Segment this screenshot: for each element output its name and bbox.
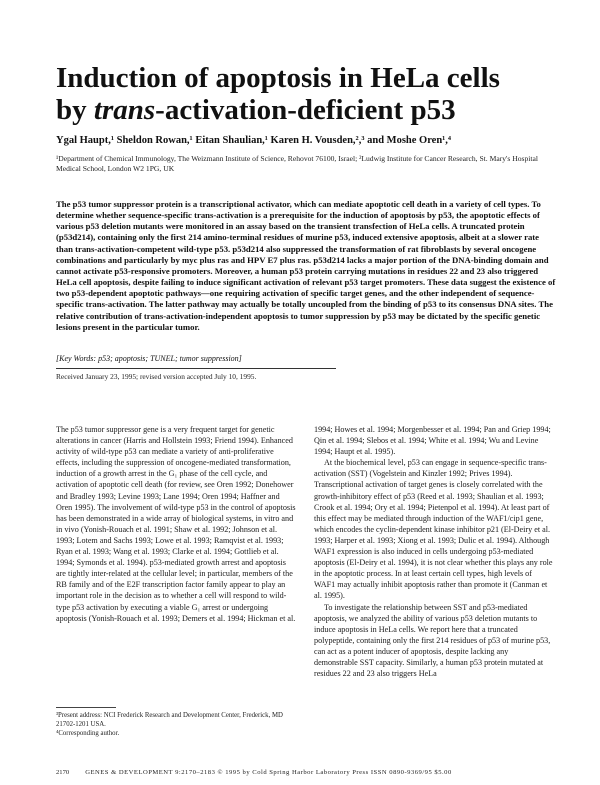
affiliations: ¹Department of Chemical Immunology, The Weizmann Institute of Science, Rehovot 76100, Israel; ²Ludwig Institute for Cancer Research, St. Mary's Hospital Medical School, London W2 1PG, UK	[56, 154, 538, 173]
body-column-left	[56, 424, 296, 624]
article-title	[56, 62, 556, 126]
abstract: The p53 tumor suppressor protein is a transcriptional activator, which can mediate apoptotic cell death in a variety of cell types. To determine whether sequence-specific trans-activation is a prerequisite for the induction of apoptosis by p53, the apoptotic effects of various p53 deletion mutants were monitored in an assay based on the transient transfection of HeLa cells. A truncated protein (p53d214), containing only the first 214 amino-terminal residues of murine p53, induced extensive apoptosis, albeit at a slower rate than trans-activation-competent wild-type p53. p53d214 also suppressed the transformation of rat fibroblasts by several oncogene combinations and particularly by myc plus ras and HPV E7 plus ras. p53d214 lacks a major portion of the DNA-binding domain and cannot activate p53-responsive promoters. Moreover, a human p53 protein carrying mutations in residues 22 and 23 also triggered HeLa cell apoptosis, despite failing to induce significant activation of relevant p53 target promoters. These data suggest the existence of two p53-dependent apoptotic pathways—one requiring activation of specific target genes, and the other independent of sequence-specific trans-activation. The latter pathway may actually be totally uncoupled from the binding of p53 to its consensus DNA sites. The relative contribution of trans-activation-independent apoptosis to tumor suppression by p53 may be dictated by the specific genetic lesions present in the particular tumor.	[56, 199, 556, 332]
title-suffix: -activation-deficient p53	[155, 94, 456, 126]
footnotes	[56, 711, 296, 738]
body-paragraph: At the biochemical level, p53 can engage in sequence-specific trans-activation (SST) (Vogelstein and Kinzler 1992; Prives 1994). Transcriptional activation of target genes is closely correlated with the growth-inhibitory effect of p53 (Reed et al. 1993; Shaulian et al. 1993; Crook et al. 1994; Ory et al. 1994; Pietenpol et al. 1994). At least part of this effect may be mediated through induction of the WAF1/cip1 gene, which encodes the cyclin-dependent kinase inhibitor p21 (El-Deiry et al. 1993; Harper et al. 1993; Xiong et al. 1993; Dulic et al. 1994). Although WAF1 expression is also induced in cells undergoing p53-mediated apoptosis (El-Deiry et al. 1994), it is not clear whether this plays any role in the apoptotic process. In at least certain cell types, high levels of WAF1 may actually inhibit apoptosis rather than promote it (Canman et al. 1995).	[314, 458, 553, 601]
divider	[56, 368, 336, 369]
page-number: 2170	[56, 769, 70, 776]
page-footer	[56, 769, 556, 776]
title-prefix: by	[56, 94, 94, 126]
keywords: [Key Words: p53; apoptosis; TUNEL; tumor suppression]	[56, 354, 242, 363]
body-paragraph: 1994; Howes et al. 1994; Morgenbesser et al. 1994; Pan and Griep 1994; Qin et al. 1994; Slebos et al. 1994; White et al. 1994; Wu and Levine 1994; Haupt et al. 1995).	[314, 425, 551, 457]
received-dates: Received January 23, 1995; revised version accepted July 10, 1995.	[56, 372, 257, 381]
title-line-1: Induction of apoptosis in HeLa cells	[56, 62, 500, 94]
title-italic: trans	[93, 94, 156, 126]
body-paragraph: The p53 tumor suppressor gene is a very frequent target for genetic alterations in cancer (Harris and Hollstein 1993; Friend 1994). Enhanced activity of wild-type p53 can mediate a variety of anti-proliferative effects, including the suppression of oncogene-mediated transformation, induction of a growth arrest in the G₁ phase of the cell cycle, and activation of apoptotic cell death (for review, see Oren 1992; Donehower and Bradley 1993; Levine 1993; Lane 1994; Oren 1994; Haffner and Oren 1995). The involvement of wild-type p53 in the control of apoptosis has been demonstrated in a wide array of biological systems, in vitro and in vivo (Yonish-Rouach et al. 1991; Shaw et al. 1992; Johnson et al. 1993; Lotem and Sachs 1993; Lowe et al. 1993; Ramqvist et al. 1993; Ryan et al. 1993; Wang et al. 1993; Clarke et al. 1994; Gottlieb et al. 1994; Symonds et al. 1994). p53-mediated growth arrest and apoptosis are tightly inter-related at the cellular level; in particular, members of the RB family and of the E2F transcription factor family appear to play an important role in the decision as to whether a cell will respond to wild-type p53 activation by executing a viable G₁ arrest or undergoing apoptosis (Yonish-Rouach et al. 1993; Demers et al. 1994; Hickman et al.	[56, 425, 296, 623]
footnote: ⁴Corresponding author.	[56, 730, 120, 737]
body-paragraph: To investigate the relationship between SST and p53-mediated apoptosis, we analyzed the ability of various p53 deletion mutants to induce apoptosis in HeLa cells. We report here that a truncated polypeptide, containing only the first 214 residues of p53 of murine p53, can act as a potent inducer of apoptosis, despite lacking any demonstrable SST capacity. Similarly, a human p53 protein mutated at residues 22 and 23 also triggers HeLa	[314, 602, 551, 679]
footnote: ³Present address: NCI Frederick Research and Development Center, Frederick, MD 21702-1201 USA.	[56, 712, 283, 728]
journal-citation: GENES & DEVELOPMENT 9:2170–2183 © 1995 by Cold Spring Harbor Laboratory Press ISSN 0890-9369/95 $5.00	[85, 769, 452, 776]
body-column-right	[314, 424, 554, 679]
author-list: Ygal Haupt,¹ Sheldon Rowan,¹ Eitan Shaulian,¹ Karen H. Vousden,²,³ and Moshe Oren¹,⁴	[56, 135, 452, 146]
footnote-divider	[56, 707, 116, 708]
